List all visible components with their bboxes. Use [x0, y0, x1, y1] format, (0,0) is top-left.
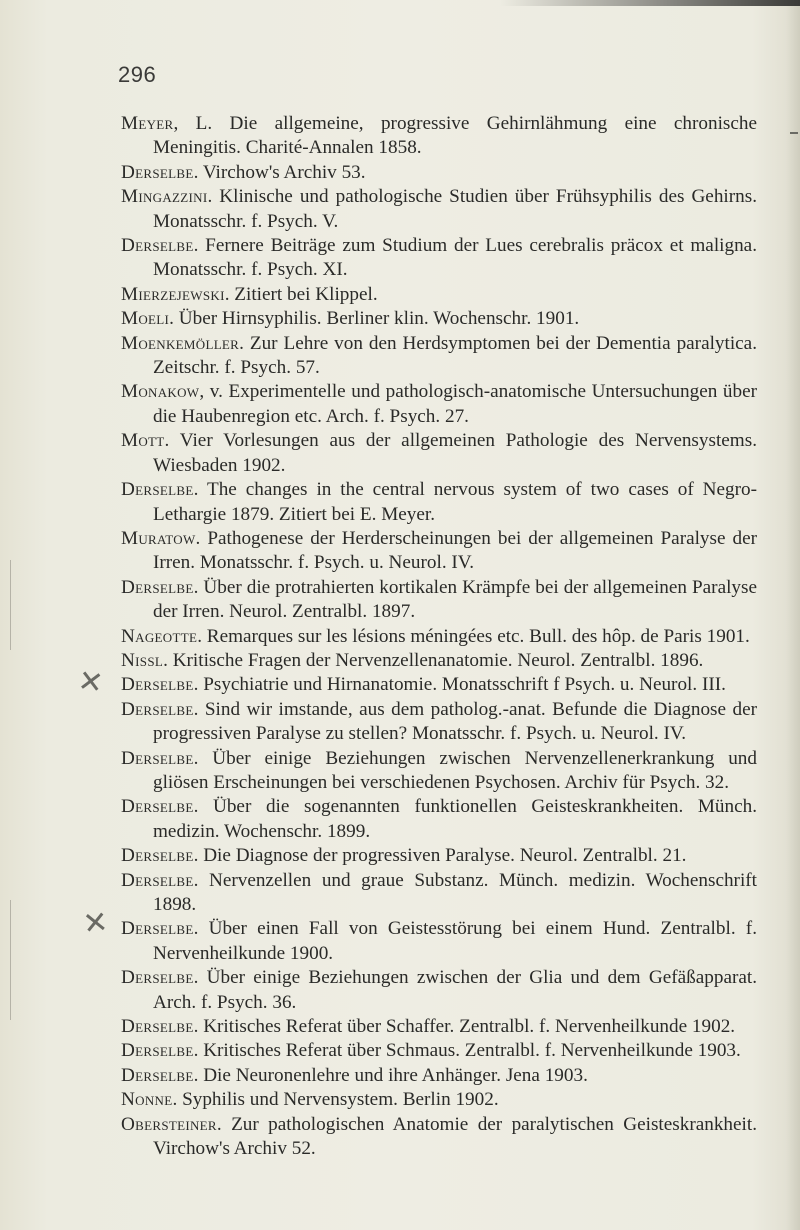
reference-text: . Sind wir imstande, aus dem patholog.-anat. Befunde die Diagnose der progressiven Paralyse zu stellen? Monatsschr. f. Psych. u. Neurol. IV. [153, 698, 757, 745]
reference-text: . Vier Vorlesungen aus der allgemeinen Pathologie des Nervensystems. Wiesbaden 1902. [153, 430, 757, 476]
reference-author: Meyer [121, 113, 174, 134]
reference-text: . Zur Lehre von den Herdsymptomen bei der Dementia paralytica. Zeitschr. f. Psych. 57. [153, 332, 757, 379]
reference-author: Derselbe [121, 479, 194, 501]
reference-entry [121, 283, 757, 307]
reference-author: Muratow [121, 527, 196, 549]
reference-author: Derselbe [121, 235, 194, 257]
reference-entry [121, 1064, 757, 1088]
reference-author: Mingazzini [121, 186, 208, 208]
reference-text: . Kritisches Referat über Schmaus. Zentralbl. f. Nervenheilkunde 1903. [193, 1040, 741, 1062]
reference-text: . Virchow's Archiv 53. [193, 161, 366, 183]
reference-author: Derselbe [121, 869, 194, 891]
reference-entry [121, 869, 757, 918]
reference-entry [121, 234, 757, 283]
reference-author: Derselbe [121, 845, 194, 867]
reference-text: . Die Neuronenlehre und ihre Anhänger. Jena 1903. [193, 1064, 588, 1086]
reference-text: . The changes in the central nervous system of two cases of Negro-Lethargie 1879. Zitiert bei E. Meyer. [153, 479, 757, 525]
reference-author: Derselbe [121, 918, 194, 940]
reference-author: Moenkemöller [121, 332, 240, 354]
reference-author: Derselbe [121, 576, 194, 598]
reference-author: Derselbe [121, 161, 194, 183]
reference-author: Nageotte [121, 625, 198, 647]
top-rule [500, 0, 800, 6]
reference-text: . Nervenzellen und graue Substanz. Münch. medizin. Wochenschrift 1898. [153, 869, 757, 915]
margin-line [10, 560, 11, 650]
reference-entry [121, 307, 757, 331]
reference-author: Obersteiner [121, 1113, 217, 1135]
reference-text: . Über einen Fall von Geistesstörung bei einem Hund. Zentralbl. f. Nervenheilkunde 1900. [153, 918, 757, 964]
reference-text: . Kritische Fragen der Nervenzellenanatomie. Neurol. Zentralbl. 1896. [163, 649, 704, 671]
reference-entry [121, 1015, 757, 1039]
reference-entry [121, 112, 757, 161]
reference-text: . Fernere Beiträge zum Studium der Lues cerebralis präcox et maligna. Monatsschr. f. Psych. XI. [153, 235, 757, 281]
reference-author: Derselbe [121, 698, 194, 720]
reference-text: . Über die sogenannten funktionellen Geisteskrankheiten. Münch. medizin. Wochenschr. 1899. [153, 796, 757, 842]
reference-entry [121, 1088, 757, 1112]
reference-author: Derselbe [121, 796, 194, 818]
margin-line [10, 900, 11, 1020]
reference-entry [121, 478, 757, 527]
reference-text: . Über einige Beziehungen zwischen Nervenzellenerkrankung und gliösen Erscheinungen bei verschiedenen Psychosen. Archiv für Psych. 32. [153, 747, 757, 793]
reference-author: Mierzejewski [121, 283, 225, 305]
pencil-cross-mark: ✕ [81, 904, 110, 943]
reference-text: . Zitiert bei Klippel. [224, 283, 378, 305]
reference-text: . Über Hirnsyphilis. Berliner klin. Wochenschr. 1901. [169, 308, 580, 330]
reference-entry [121, 966, 757, 1015]
reference-author: Derselbe [121, 1040, 194, 1062]
reference-text: . Über einige Beziehungen zwischen der Glia und dem Gefäßapparat. Arch. f. Psych. 36. [153, 967, 757, 1013]
reference-text: . Syphilis und Nervensystem. Berlin 1902. [172, 1089, 499, 1111]
reference-text: . Zur pathologischen Anatomie der paralytischen Geisteskrankheit. Virchow's Archiv 52. [153, 1113, 757, 1160]
reference-entry [121, 625, 757, 649]
page-edge-shadow [786, 0, 800, 1230]
reference-entry [121, 917, 757, 966]
reference-entry [121, 698, 757, 747]
reference-text: . Remarques sur les lésions méningées etc. Bull. des hôp. de Paris 1901. [197, 625, 750, 647]
reference-entry [121, 527, 757, 576]
reference-entry [121, 673, 757, 697]
reference-entry [121, 332, 757, 381]
reference-text: , L. Die allgemeine, progressive Gehirnlähmung eine chronische Meningitis. Charité-Annalen 1858. [153, 113, 757, 159]
reference-entry [121, 844, 757, 868]
reference-entry [121, 429, 757, 478]
reference-author: Nissl [121, 649, 164, 671]
reference-author: Derselbe [121, 1064, 194, 1086]
reference-list [121, 112, 757, 1161]
reference-entry [121, 185, 757, 234]
reference-author: Monakow [121, 381, 200, 403]
reference-text: . Pathogenese der Herderscheinungen bei der allgemeinen Paralyse der Irren. Monatsschr. f. Psych. u. Neurol. IV. [153, 527, 757, 574]
reference-author: Derselbe [121, 747, 194, 769]
reference-entry [121, 747, 757, 796]
reference-author: Moeli [121, 308, 170, 330]
reference-author: Derselbe [121, 1016, 194, 1038]
pencil-cross-mark: ✕ [75, 663, 106, 702]
reference-author: Derselbe [121, 674, 194, 696]
reference-entry [121, 795, 757, 844]
reference-entry [121, 649, 757, 673]
reference-text: . Die Diagnose der progressiven Paralyse. Neurol. Zentralbl. 21. [193, 845, 687, 867]
reference-author: Nonne [121, 1089, 173, 1111]
reference-entry [121, 576, 757, 625]
reference-text: . Über die protrahierten kortikalen Krämpfe bei der allgemeinen Paralyse der Irren. Neurol. Zentralbl. 1897. [153, 576, 757, 623]
reference-author: Mott [121, 430, 165, 452]
margin-dash [790, 132, 798, 134]
reference-text: . Kritisches Referat über Schaffer. Zentralbl. f. Nervenheilkunde 1902. [193, 1016, 736, 1038]
reference-author: Derselbe [121, 967, 194, 989]
page-number: 296 [118, 62, 157, 87]
reference-text: . Psychiatrie und Hirnanatomie. Monatsschrift f Psych. u. Neurol. III. [193, 674, 726, 696]
reference-entry [121, 161, 757, 185]
reference-entry [121, 1039, 757, 1063]
reference-entry [121, 380, 757, 429]
reference-text: , v. Experimentelle und pathologisch-anatomische Untersuchungen über die Haubenregion etc. Arch. f. Psych. 27. [153, 381, 757, 427]
reference-entry [121, 1113, 757, 1162]
reference-text: . Klinische und pathologische Studien über Frühsyphilis des Gehirns. Monatsschr. f. Psych. V. [153, 186, 757, 232]
